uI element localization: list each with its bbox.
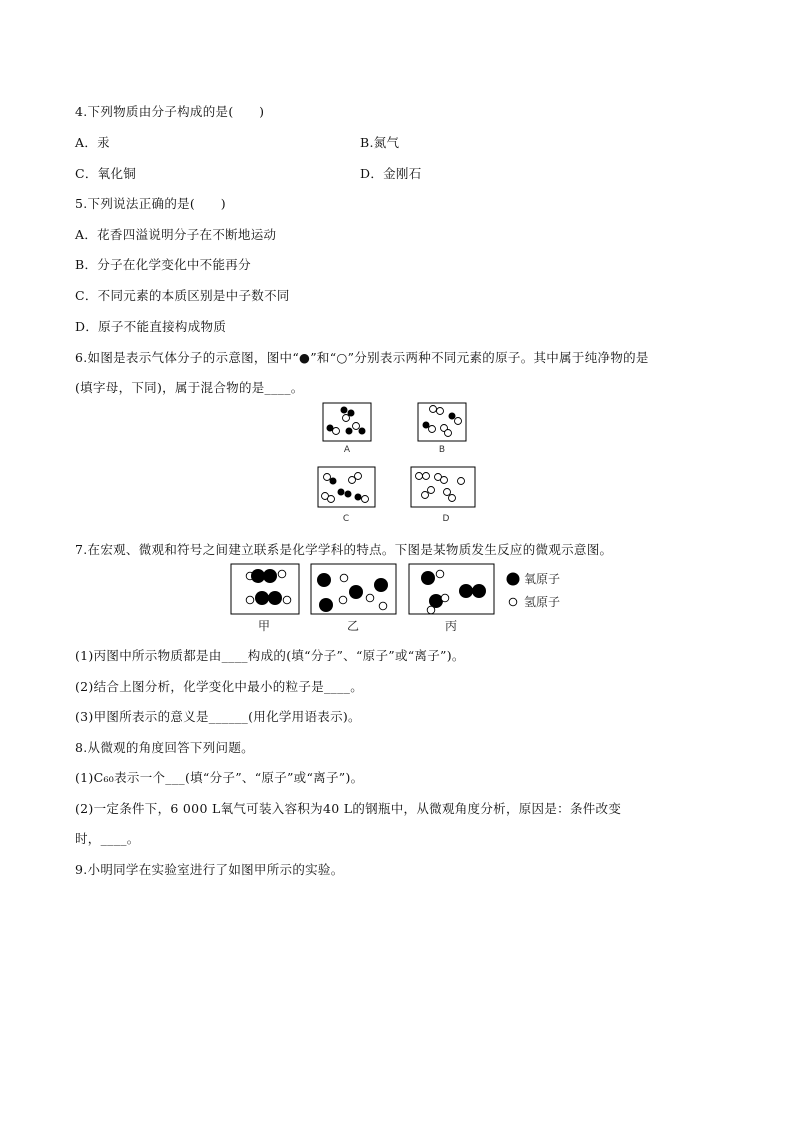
q5-option-d: D．原子不能直接构成物质 <box>75 319 227 334</box>
q8-sub2: (2)一定条件下，6 000 L氧气可装入容积为40 L的钢瓶中，从微观角度分析，原因是：条件改变 <box>75 801 622 816</box>
q4-stem: 4.下列物质由分子构成的是( ) <box>75 104 265 119</box>
legend-hydrogen-label: 氢原子 <box>524 595 561 609</box>
q8-stem: 8.从微观的角度回答下列问题。 <box>75 740 254 755</box>
q5-stem: 5.下列说法正确的是( ) <box>75 196 226 211</box>
q8-sub1: (1)C₆₀表示一个___(填“分子”、“原子”或“离子”)。 <box>75 770 364 785</box>
q4-option-c: C．氧化铜 <box>75 166 137 181</box>
q6-label-c: C <box>342 514 350 524</box>
q6-label-a: A <box>343 445 351 455</box>
q7-label-bing: 丙 <box>444 619 458 633</box>
q7-sub3: (3)甲图所表示的意义是______(用化学用语表示)。 <box>75 709 361 724</box>
q6-box-a <box>323 403 371 455</box>
q4-option-a: A．汞 <box>75 135 110 150</box>
q7-box-jia <box>231 564 299 633</box>
q5-option-c: C．不同元素的本质区别是中子数不同 <box>75 288 290 303</box>
q9-stem: 9.小明同学在实验室进行了如图甲所示的实验。 <box>75 862 344 877</box>
q6-box-b <box>418 403 466 455</box>
q7-label-jia: 甲 <box>257 619 271 633</box>
q4-option-d: D．金刚石 <box>360 166 422 181</box>
q7-legend <box>507 572 561 609</box>
q8-sub2-cont: 时，____。 <box>75 831 140 846</box>
q6-box-c <box>318 467 375 524</box>
q7-box-yi <box>311 564 396 633</box>
q7-sub2: (2)结合上图分析，化学变化中最小的粒子是____。 <box>75 679 364 694</box>
q6-box-d <box>411 467 475 524</box>
q5-option-a: A．花香四溢说明分子在不断地运动 <box>75 227 277 242</box>
q4-option-b: B.氮气 <box>360 135 400 150</box>
q5-option-b: B．分子在化学变化中不能再分 <box>75 257 251 272</box>
q7-stem: 7.在宏观、微观和符号之间建立联系是化学学科的特点。下图是某物质发生反应的微观示意图。 <box>75 542 613 557</box>
q7-sub1: (1)丙图中所示物质都是由____构成的(填“分子”、“原子”或“离子”)。 <box>75 648 465 663</box>
q6-label-b: B <box>438 445 446 455</box>
legend-hydrogen-symbol <box>509 598 517 606</box>
legend-oxygen-label: 氧原子 <box>524 572 561 586</box>
q6-stem-line1: 6.如图是表示气体分子的示意图，图中“●”和“○”分别表示两种不同元素的原子。其中属于纯净物的是 <box>75 350 649 365</box>
legend-oxygen-symbol <box>507 573 520 586</box>
q7-box-bing <box>409 564 494 633</box>
q7-label-yi: 乙 <box>346 619 360 633</box>
q6-stem-line2: (填字母，下同)，属于混合物的是____。 <box>75 380 304 395</box>
q6-label-d: D <box>442 514 450 524</box>
